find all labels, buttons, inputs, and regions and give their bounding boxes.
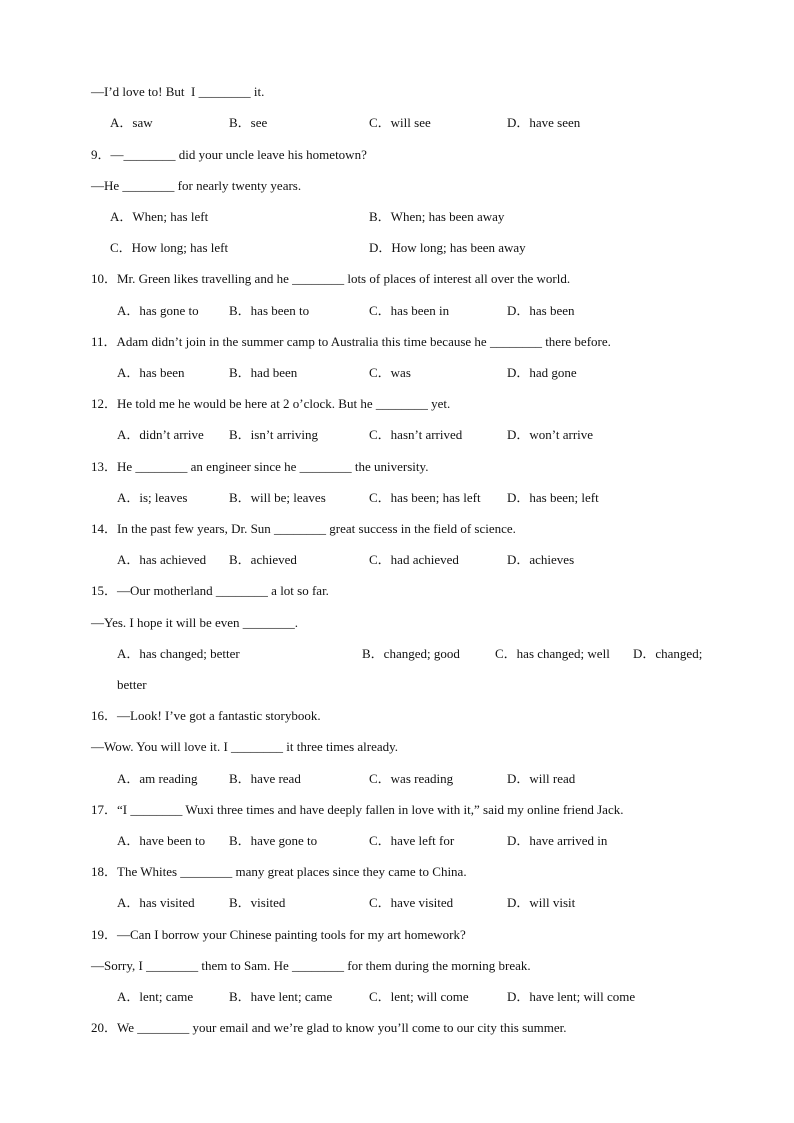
question-15: 15．—Our motherland ________ a lot so far. xyxy=(91,583,329,598)
option-11-d: D．had gone xyxy=(507,365,577,380)
option-14-b: B．achieved xyxy=(229,552,297,567)
option-16-d: D．will read xyxy=(507,771,576,786)
option-11-b: B．had been xyxy=(229,365,298,380)
option-11-a: A．has been xyxy=(117,365,185,380)
option-10-d: D．has been xyxy=(507,303,575,318)
option-15-d-wrap: better xyxy=(117,677,147,692)
option-17-c: C．have left for xyxy=(369,833,455,848)
question-9-reply: —He ________ for nearly twenty years. xyxy=(91,178,302,193)
option-18-d: D．will visit xyxy=(507,895,576,910)
option-10-c: C．has been in xyxy=(369,303,450,318)
option-12-d: D．won’t arrive xyxy=(507,427,594,442)
option-8-c: C．will see xyxy=(369,115,431,130)
option-13-c: C．has been; has left xyxy=(369,490,481,505)
question-10: 10．Mr. Green likes travelling and he ________ lots of places of interest all over the world. xyxy=(91,271,571,286)
question-16-reply: —Wow. You will love it. I ________ it three times already. xyxy=(91,739,399,754)
option-15-b: B．changed; good xyxy=(362,646,460,661)
option-19-d: D．have lent; will come xyxy=(507,989,636,1004)
option-8-b: B．see xyxy=(229,115,268,130)
option-13-d: D．has been; left xyxy=(507,490,599,505)
question-17: 17．“I ________ Wuxi three times and have deeply fallen in love with it,” said my online friend Jack. xyxy=(91,802,624,817)
question-9: 9．—________ did your uncle leave his hometown? xyxy=(91,147,367,162)
question-11: 11．Adam didn’t join in the summer camp to Australia this time because he ________ there before. xyxy=(91,334,611,349)
option-14-d: D．achieves xyxy=(507,552,575,567)
option-8-a: A．saw xyxy=(110,115,153,130)
option-9-c: C．How long; has left xyxy=(110,240,229,255)
option-18-a: A．has visited xyxy=(117,895,195,910)
option-15-a: A．has changed; better xyxy=(117,646,240,661)
option-12-a: A．didn’t arrive xyxy=(117,427,204,442)
option-14-a: A．has achieved xyxy=(117,552,207,567)
option-9-b: B．When; has been away xyxy=(369,209,505,224)
question-19-reply: —Sorry, I ________ them to Sam. He ________ for them during the morning break. xyxy=(91,958,531,973)
option-19-c: C．lent; will come xyxy=(369,989,469,1004)
option-16-b: B．have read xyxy=(229,771,301,786)
option-17-a: A．have been to xyxy=(117,833,206,848)
option-13-b: B．will be; leaves xyxy=(229,490,326,505)
option-13-a: A．is; leaves xyxy=(117,490,188,505)
question-13: 13．He ________ an engineer since he ________ the university. xyxy=(91,459,429,474)
option-8-d: D．have seen xyxy=(507,115,581,130)
option-18-c: C．have visited xyxy=(369,895,454,910)
option-9-a: A．When; has left xyxy=(110,209,209,224)
option-16-c: C．was reading xyxy=(369,771,454,786)
option-9-d: D．How long; has been away xyxy=(369,240,526,255)
question-12: 12．He told me he would be here at 2 o’clock. But he ________ yet. xyxy=(91,396,451,411)
question-14: 14．In the past few years, Dr. Sun ________ great success in the field of science. xyxy=(91,521,516,536)
option-10-b: B．has been to xyxy=(229,303,310,318)
option-15-c: C．has changed; well xyxy=(495,646,610,661)
option-10-a: A．has gone to xyxy=(117,303,199,318)
option-15-d: D．changed; xyxy=(633,646,703,661)
question-8-dialogue: —I’d love to! But I ________ it. xyxy=(91,84,265,99)
question-20: 20．We ________ your email and we’re glad to know you’ll come to our city this summer. xyxy=(91,1020,567,1035)
option-19-a: A．lent; came xyxy=(117,989,194,1004)
option-14-c: C．had achieved xyxy=(369,552,459,567)
question-16: 16．—Look! I’ve got a fantastic storybook. xyxy=(91,708,321,723)
option-17-d: D．have arrived in xyxy=(507,833,608,848)
question-15-reply: —Yes. I hope it will be even ________. xyxy=(91,615,299,630)
option-12-c: C．hasn’t arrived xyxy=(369,427,463,442)
option-16-a: A．am reading xyxy=(117,771,198,786)
option-12-b: B．isn’t arriving xyxy=(229,427,318,442)
option-19-b: B．have lent; came xyxy=(229,989,333,1004)
question-19: 19．—Can I borrow your Chinese painting tools for my art homework? xyxy=(91,927,466,942)
question-18: 18．The Whites ________ many great places since they came to China. xyxy=(91,864,467,879)
option-11-c: C．was xyxy=(369,365,411,380)
option-17-b: B．have gone to xyxy=(229,833,318,848)
option-18-b: B．visited xyxy=(229,895,286,910)
